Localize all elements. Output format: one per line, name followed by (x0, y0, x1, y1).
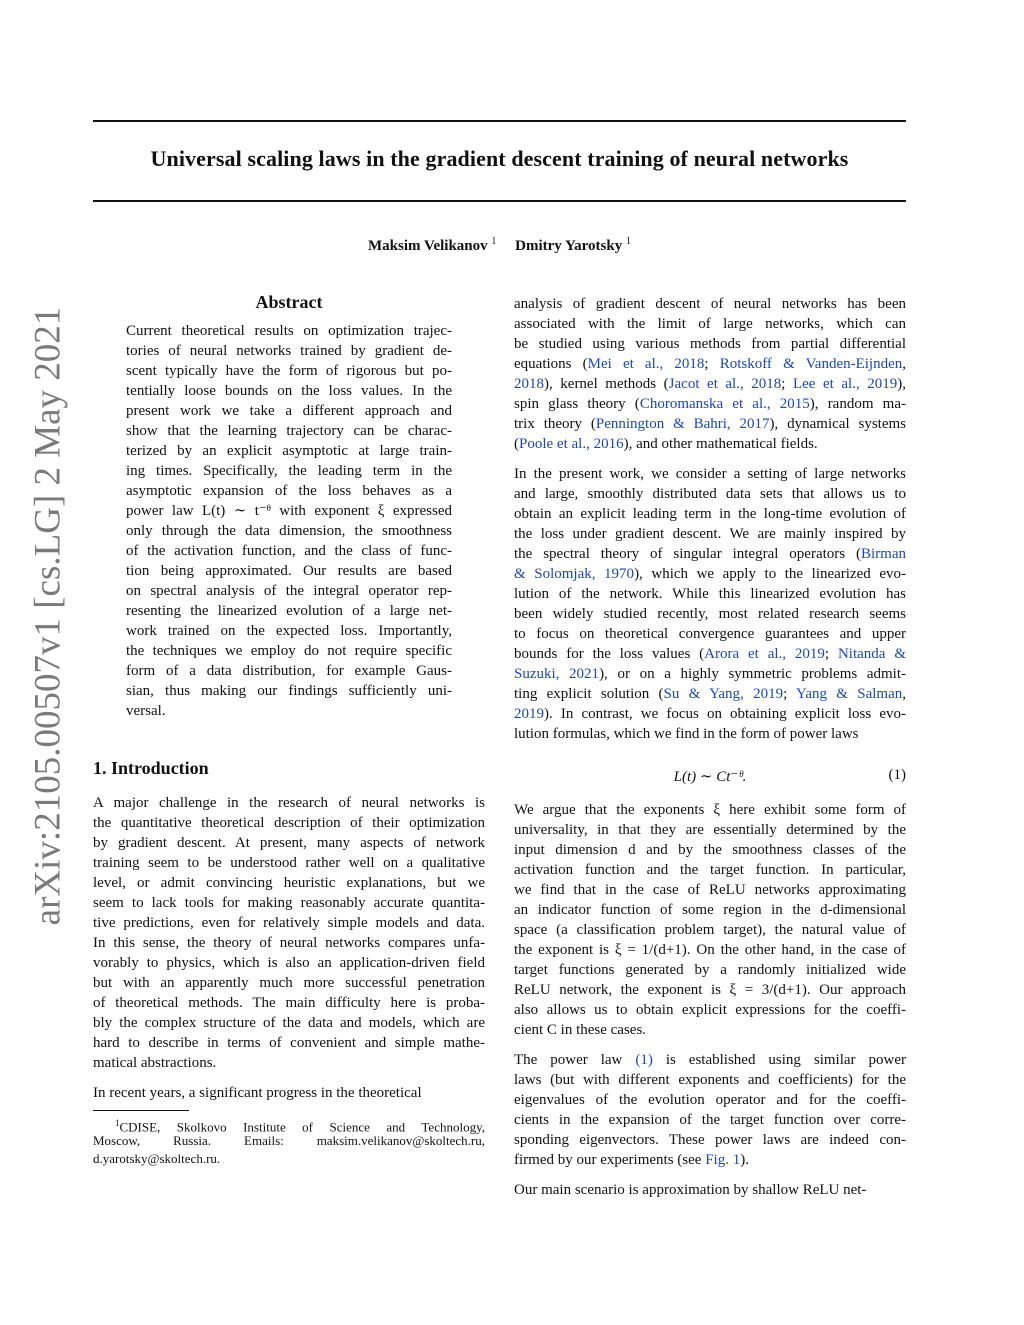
text-line: also allows us to obtain explicit expressions for the coeffi- (514, 1002, 906, 1018)
text-line: be studied using various methods from partial differential (514, 336, 906, 352)
text-line: only through the data dimension, the smoothness (126, 523, 452, 539)
arxiv-identifier: arXiv:2105.00507v1 [cs.LG] 2 May 2021 (27, 306, 69, 926)
abstract-heading: Abstract (255, 292, 323, 312)
text-line: to focus on theoretical convergence guarantees and upper (514, 626, 906, 642)
text-line: In recent years, a significant progress in the theoretical (93, 1085, 422, 1101)
text-line: space (a classification problem target), the natural value of (514, 922, 906, 938)
text-line: on spectral analysis of the integral operator rep- (126, 583, 452, 599)
text-line: the techniques we employ do not require specific (126, 643, 452, 659)
text-line: tion being approximated. Our results are based (126, 563, 452, 579)
intro-paragraph-1 (93, 793, 485, 1073)
text-line: target functions generated by a randomly initialized wide (514, 962, 906, 978)
text-line: sian, thus making our findings sufficiently uni- (126, 683, 452, 699)
equation-number: (1) (888, 767, 906, 783)
text-line: The power law (1) is established using similar power (514, 1052, 906, 1068)
text-line: of the activation function, and the class of func- (126, 543, 452, 559)
text-line: universality, in that they are essentially determined by the (514, 822, 906, 838)
text-line: and large, smoothly distributed data sets that allows us to (514, 486, 906, 502)
text-line: scent typically have the form of rigorous but po- (126, 363, 452, 379)
text-line: activation function and the target function. In particular, (514, 862, 906, 878)
text-line: lution formulas, which we find in the form of power laws (514, 726, 859, 742)
text-line: form of a data distribution, for example Gaus- (126, 663, 452, 679)
author-list (93, 236, 906, 255)
text-line: (Poole et al., 2016), and other mathematical fields. (514, 436, 818, 452)
text-line: asymptotic expansion of the loss behaves as a (126, 483, 452, 499)
text-line: & Solomjak, 1970), which we apply to the linearized evo- (514, 566, 907, 582)
text-line: trix theory (Pennington & Bahri, 2017), dynamical systems (514, 416, 906, 432)
footnote-rule (93, 1110, 189, 1111)
text-line: Our main scenario is approximation by shallow ReLU net- (514, 1182, 867, 1198)
text-line: hard to describe in terms of convenient and simple mathe- (93, 1035, 485, 1051)
top-rule (93, 120, 906, 122)
text-line: cients in the expansion of the target function over corre- (514, 1112, 906, 1128)
title-bottom-rule (93, 200, 906, 202)
text-line: resenting the linearized evolution of a large net- (126, 603, 452, 619)
right-paragraph-5 (514, 1180, 906, 1200)
right-paragraph-1 (514, 294, 906, 454)
text-line: We argue that the exponents ξ here exhibit some form of (514, 802, 906, 818)
text-line: the spectral theory of singular integral operators (Birman (514, 546, 906, 562)
equation-text: L(t) ∼ Ct⁻ᶿ. (673, 769, 747, 785)
affiliation-mark: 1 (491, 236, 497, 247)
text-line: ting explicit solution (Su & Yang, 2019; Yang & Salman, (514, 686, 906, 702)
text-line: power law L(t) ∼ t⁻ᶿ with exponent ξ expressed (126, 503, 452, 519)
text-line: ing times. Specifically, the leading term in the (126, 463, 452, 479)
text-line: training seem to be understood rather well on a qualitative (93, 855, 485, 871)
text-line: 2018), kernel methods (Jacot et al., 2018; Lee et al., 2019), (514, 376, 906, 392)
footnote-mark: 1 (115, 1118, 120, 1128)
text-line: A major challenge in the research of neural networks is (93, 795, 485, 811)
text-line: analysis of gradient descent of neural networks has been (514, 296, 906, 312)
equation-body (514, 767, 906, 786)
text-line: cient C in these cases. (514, 1022, 647, 1038)
text-line: bly the complex structure of the data and models, which are (93, 1015, 485, 1031)
text-line: tive predictions, even for relatively simple models and data. (93, 915, 485, 931)
text-line: laws (but with different exponents and coefficients) for the (514, 1072, 906, 1088)
text-line: been widely studied recently, most related research seems (514, 606, 906, 622)
text-line: of theoretical methods. The main difficulty here is proba- (93, 995, 485, 1011)
author-name: Dmitry Yarotsky (515, 238, 623, 254)
text-line: obtain an explicit leading term in the long-time evolution of (514, 506, 906, 522)
footnote-line (93, 1114, 485, 1135)
text-line: by gradient descent. At present, many aspects of network (93, 835, 485, 851)
footnote-text: CDISE, Skolkovo Institute of Science and Technology, (119, 1119, 485, 1135)
footnote-line: d.yarotsky@skoltech.ru. (93, 1151, 221, 1166)
text-line: eigenvalues of the evolution operator and for the coeffi- (514, 1092, 906, 1108)
text-line: matical abstractions. (93, 1055, 217, 1071)
text-line: seem to lack tools for making reasonably accurate quantita- (93, 895, 485, 911)
text-line: work trained on the expected loss. Importantly, (126, 623, 452, 639)
text-line: show that the learning trajectory can be charac- (126, 423, 452, 439)
text-line: vorably to physics, which is also an application-driven field (93, 955, 485, 971)
text-line: input dimension d and by the smoothness classes of the (514, 842, 906, 858)
paper-title: Universal scaling laws in the gradient descent training of neural networks (150, 146, 849, 171)
text-line: ReLU network, the exponent is ξ = 3/(d+1). Our approach (514, 982, 906, 998)
text-line: tentially loose bounds on the loss values. In the (126, 383, 452, 399)
affiliation-mark: 1 (625, 236, 631, 247)
right-paragraph-3 (514, 800, 906, 1040)
text-line: bounds for the loss values (Arora et al., 2019; Nitanda & (514, 646, 906, 662)
text-line: lution of the network. While this linearized evolution has (514, 586, 906, 602)
text-line: but with an apparently much more successful penetration (93, 975, 485, 991)
text-line: terized by an explicit asymptotic at large train- (126, 443, 452, 459)
text-line: firmed by our experiments (see Fig. 1). (514, 1152, 749, 1168)
text-line: level, or admit convincing heuristic explanations, but we (93, 875, 485, 891)
section-heading-introduction: 1. Introduction (93, 758, 209, 778)
text-line: versal. (126, 703, 166, 719)
text-line: an indicator function of some region in the d-dimensional (514, 902, 906, 918)
text-line: tories of neural networks trained by gradient de- (126, 343, 452, 359)
text-line: sponding eigenvectors. These power laws are indeed con- (514, 1132, 906, 1148)
text-line: the exponent is ξ = 1/(d+1). On the other hand, in the case of (514, 942, 906, 958)
text-line: the loss under gradient descent. We are mainly inspired by (514, 526, 906, 542)
text-line: the quantitative theoretical description of their optimization (93, 815, 485, 831)
text-line: equations (Mei et al., 2018; Rotskoff & Vanden-Eijnden, (514, 356, 907, 372)
text-line: we find that in the case of ReLU networks approximating (514, 882, 906, 898)
intro-paragraph-2 (93, 1083, 485, 1103)
text-line: Current theoretical results on optimization trajec- (126, 323, 452, 339)
equation-1 (514, 767, 906, 789)
text-line: associated with the limit of large networks, which can (514, 316, 906, 332)
text-line: In the present work, we consider a setting of large networks (514, 466, 906, 482)
footnote (93, 1114, 485, 1168)
abstract-body (126, 321, 452, 721)
text-line: spin glass theory (Choromanska et al., 2015), random ma- (514, 396, 906, 412)
right-paragraph-2 (514, 464, 906, 744)
text-line: present work we take a different approach and (126, 403, 452, 419)
author-name: Maksim Velikanov (368, 238, 488, 254)
text-line: 2019). In contrast, we focus on obtaining explicit loss evo- (514, 706, 906, 722)
footnote-line: Moscow, Russia. Emails: maksim.velikanov@skoltech.ru, (93, 1133, 485, 1148)
right-paragraph-4 (514, 1050, 906, 1170)
text-line: In this sense, the theory of neural networks compares unfa- (93, 935, 485, 951)
text-line: Suzuki, 2021), or on a highly symmetric problems admit- (514, 666, 907, 682)
